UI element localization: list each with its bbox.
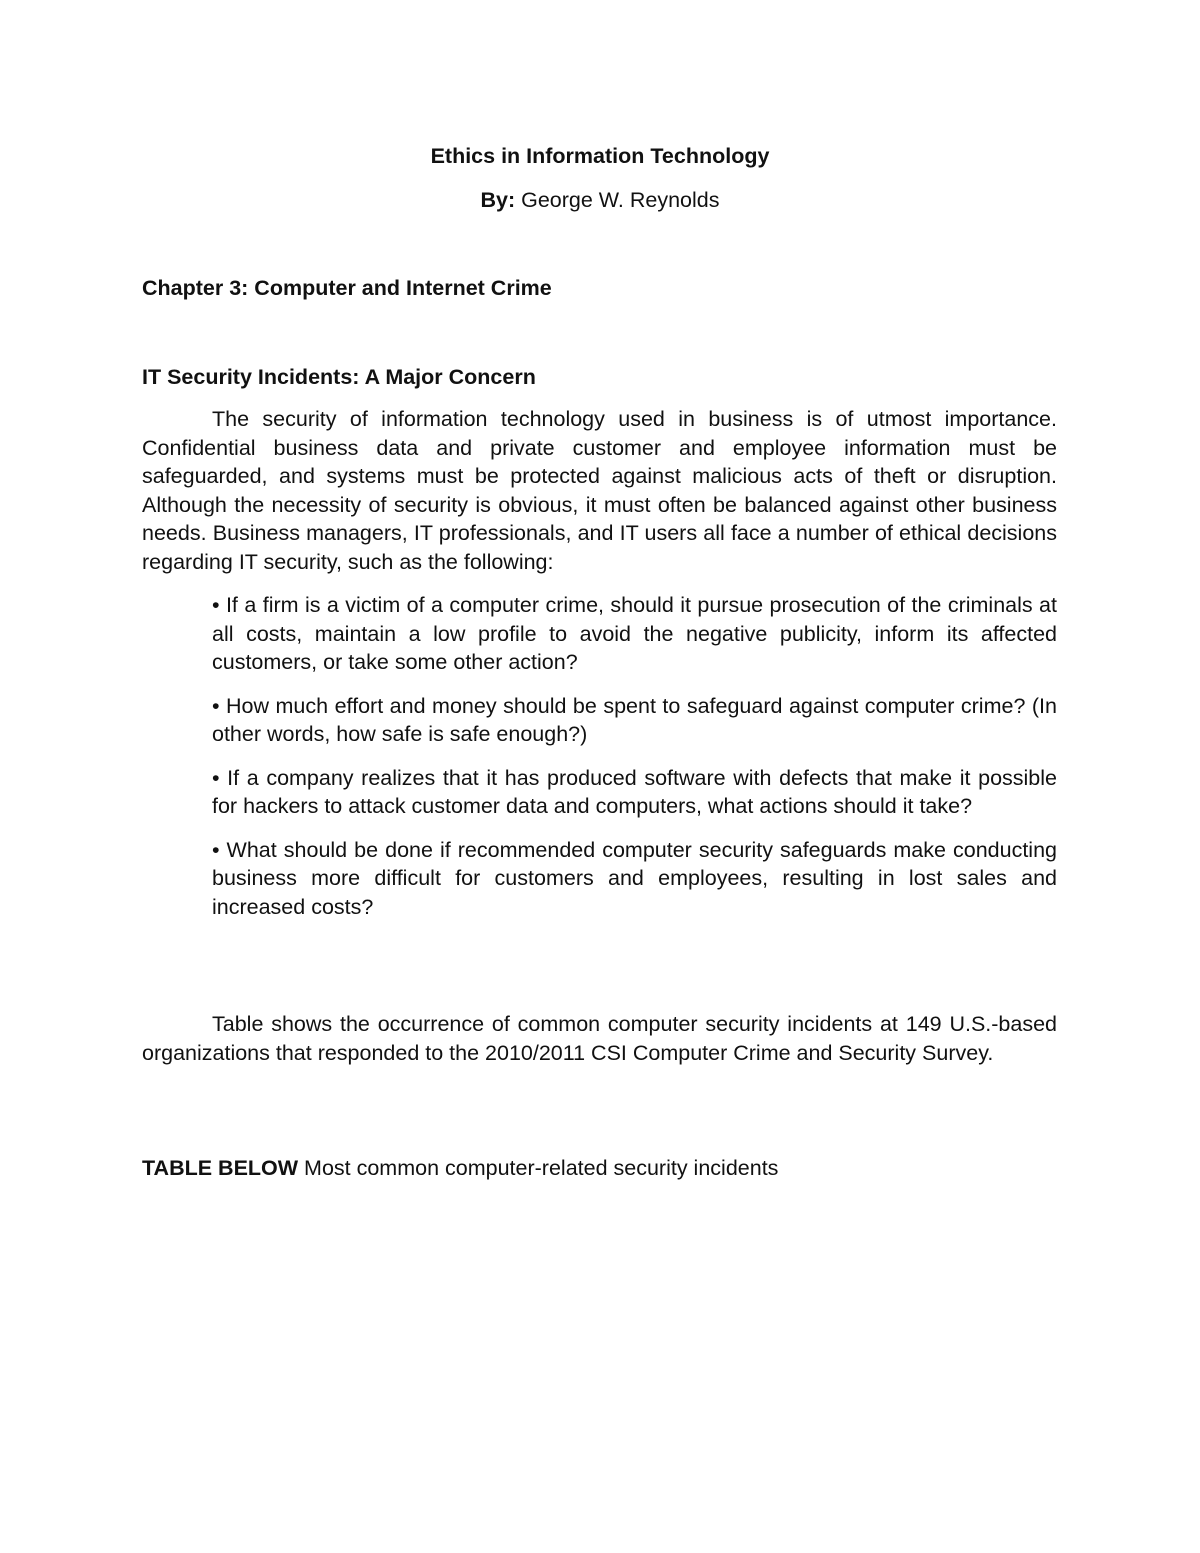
section-heading: IT Security Incidents: A Major Concern bbox=[142, 365, 536, 389]
table-caption-text: Most common computer-related security incidents bbox=[298, 1156, 779, 1180]
intro-paragraph: The security of information technology used in business is of utmost importance. Confidential business data and private customer and employee information must be safeguarded, and systems must be protected against malicious acts of theft or disruption. Although the necessity of security is obvious, it must often be balanced against other business needs. Business managers, IT professionals, and IT users all face a number of ethical decisions regarding IT security, such as the following: bbox=[142, 407, 1057, 574]
byline bbox=[0, 186, 1200, 214]
ethical-questions-list bbox=[212, 591, 1057, 921]
byline-label: By: bbox=[480, 188, 516, 212]
document-title: Ethics in Information Technology bbox=[430, 144, 770, 168]
list-item: • How much effort and money should be spent to safeguard against computer crime? (In other words, how safe is safe enough?) bbox=[212, 693, 1057, 746]
chapter-heading: Chapter 3: Computer and Internet Crime bbox=[142, 276, 552, 300]
byline-author: George W. Reynolds bbox=[515, 188, 720, 212]
table-intro-paragraph: Table shows the occurrence of common computer security incidents at 149 U.S.-based organizations that responded to the 2010/2011 CSI Computer Crime and Security Survey. bbox=[142, 1012, 1057, 1065]
list-item: • What should be done if recommended computer security safeguards make conducting business more difficult for customers and employees, resulting in lost sales and increased costs? bbox=[212, 837, 1057, 919]
list-item: • If a firm is a victim of a computer crime, should it pursue prosecution of the criminals at all costs, maintain a low profile to avoid the negative publicity, inform its affected customers, or take some other action? bbox=[212, 593, 1057, 674]
table-caption-label: TABLE BELOW bbox=[142, 1156, 299, 1180]
list-item: • If a company realizes that it has produced software with defects that make it possible for hackers to attack customer data and computers, what actions should it take? bbox=[212, 765, 1057, 818]
table-caption bbox=[142, 1154, 778, 1182]
